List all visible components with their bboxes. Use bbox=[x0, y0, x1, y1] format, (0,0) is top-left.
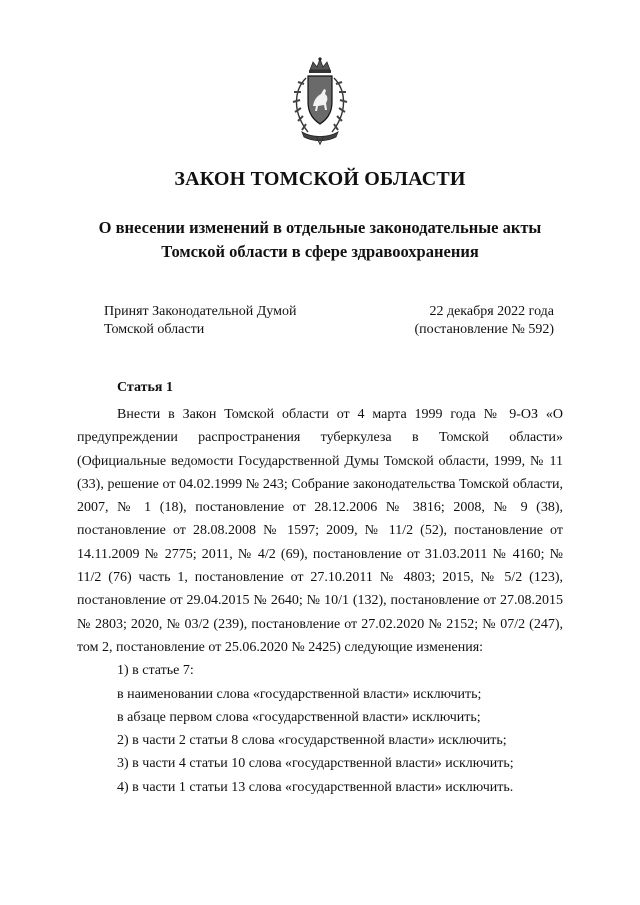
law-title: ЗАКОН ТОМСКОЙ ОБЛАСТИ bbox=[174, 168, 466, 190]
list-item: 2) в части 2 статьи 8 слова «государственной власти» исключить; bbox=[117, 733, 507, 749]
adoption-date-block bbox=[414, 303, 554, 339]
article-body bbox=[77, 403, 563, 799]
article-paragraph: Внести в Закон Томской области от 4 марта 1999 года № 9-ОЗ «О предупреждении распространения туберкулеза в Томской области» (Официальные ведомости Государственной Думы Томской области, 1999, № 11 (33), решение от 04.02.1999 № 243; Собрание законодательства Томской области, 2007, № 1 (18), постановление от 28.12.2006 № 3816; 2008, № 9 (38), постановление от 28.08.2008 № 1597; 2009, № 11/2 (52), постановление от 14.11.2009 № 2775; 2011, № 4/2 (69), постановление от 31.03.2011 № 4160; № 11/2 (76) часть 1, постановление от 27.10.2011 № 4803; 2015, № 5/2 (123), постановление от 29.04.2015 № 2640; № 10/1 (132), постановление от 27.08.2015 № 2803; 2020, № 03/2 (239), постановление от 27.02.2020 № 2152; № 07/2 (247), том 2, постановление от 25.06.2020 № 2425) следующие изменения: bbox=[77, 407, 563, 655]
adoption-date: 22 декабря 2022 года bbox=[429, 304, 554, 319]
list-item: 1) в статье 7: bbox=[117, 663, 194, 679]
subtitle-line-1: О внесении изменений в отдельные законодательные акты bbox=[98, 218, 542, 237]
adopted-by-line-1: Принят Законодательной Думой bbox=[104, 304, 297, 319]
subtitle-line-2: Томской области в сфере здравоохранения bbox=[161, 242, 479, 261]
adopted-by-line-2: Томской области bbox=[104, 322, 205, 337]
adopted-by-block bbox=[104, 303, 296, 339]
list-item: в абзаце первом слова «государственной власти» исключить; bbox=[117, 709, 481, 725]
list-item: 3) в части 4 статьи 10 слова «государственной власти» исключить; bbox=[117, 756, 514, 772]
list-item: в наименовании слова «государственной власти» исключить; bbox=[117, 686, 482, 702]
law-subtitle bbox=[40, 216, 600, 264]
resolution-number: (постановление № 592) bbox=[414, 322, 554, 337]
list-item: 4) в части 1 статьи 13 слова «государственной власти» исключить. bbox=[117, 779, 514, 795]
tomsk-region-coat-of-arms-icon bbox=[288, 56, 352, 146]
article-heading: Статья 1 bbox=[117, 380, 173, 395]
